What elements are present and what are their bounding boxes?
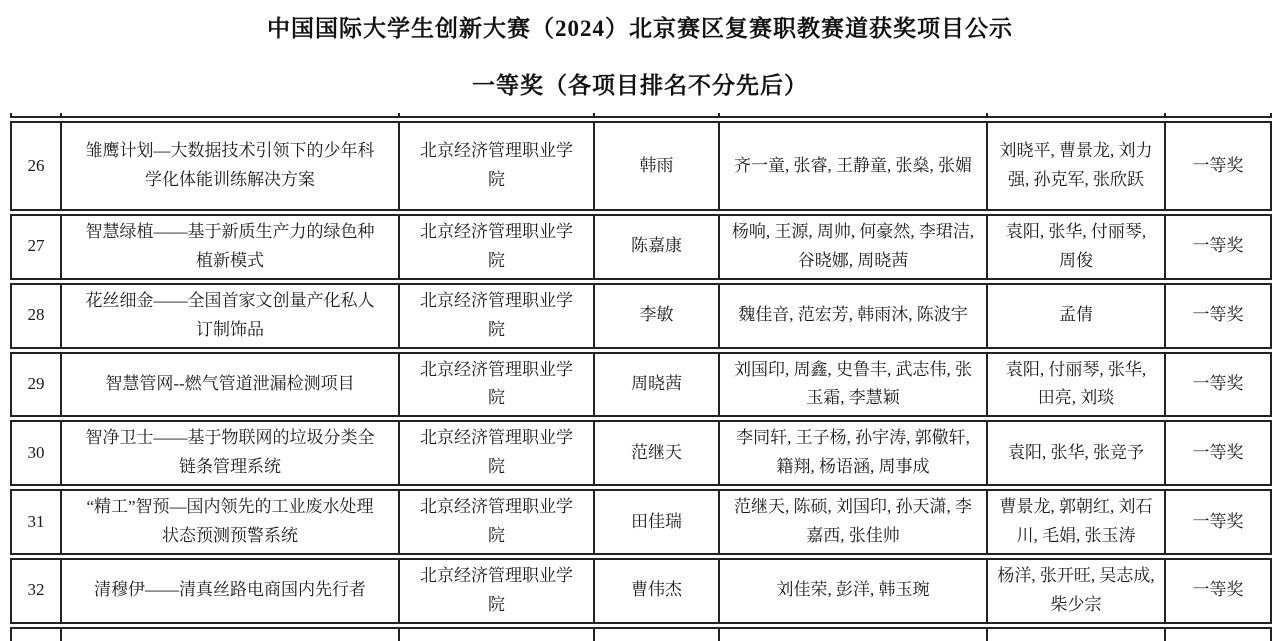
table-row: [10, 121, 1272, 211]
row-number-cell: 30: [12, 422, 62, 484]
advisors-cell: 袁阳, 张华, 张竞予: [988, 422, 1166, 484]
members-cell: [720, 629, 988, 641]
row-number-cell: 31: [12, 491, 62, 553]
row-number-cell: 28: [12, 285, 62, 347]
table-row-partial-bottom: [10, 627, 1272, 641]
members-cell: 刘佳荣, 彭洋, 韩玉琬: [720, 560, 988, 622]
award-cell: 一等奖: [1192, 374, 1244, 393]
advisors-cell: 刘晓平, 曹景龙, 刘力强, 孙克军, 张欣跃: [988, 123, 1166, 209]
leader-cell: 田佳瑞: [595, 491, 720, 553]
row-number-cell: [12, 113, 62, 116]
page-title: 中国国际大学生创新大赛（2024）北京赛区复赛职教赛道获奖项目公示: [267, 16, 1013, 41]
award-cell: 一等奖: [1192, 305, 1244, 325]
award-cell: 一等奖: [1192, 580, 1244, 600]
school-cell: 北京经济管理职业学院: [400, 285, 595, 347]
leader-cell: 韩雨: [595, 123, 720, 209]
advisors-cell: 曹景龙, 郭朝红, 刘石川, 毛娟, 张玉涛: [988, 491, 1166, 553]
row-number-cell: 26: [12, 123, 62, 209]
project-name-cell: “精工”智预—国内领先的工业废水处理状态预测预警系统: [62, 491, 400, 553]
members-cell: 范继天, 陈硕, 刘国印, 孙天潇, 李嘉西, 张佳帅: [720, 491, 988, 553]
award-level-subtitle: 一等奖（各项目排名不分先后）: [472, 73, 808, 98]
members-cell: [720, 113, 988, 116]
school-cell: [400, 113, 595, 116]
school-cell: 北京经济管理职业学院: [400, 216, 595, 278]
row-number-cell: [12, 629, 62, 641]
school-cell: 北京经济管理职业学院: [400, 123, 595, 209]
members-cell: 齐一童, 张睿, 王静童, 张燊, 张媚: [720, 123, 988, 209]
award-cell: 一等奖: [1192, 442, 1244, 462]
awards-table: [10, 113, 1272, 641]
leader-cell: 范继天: [595, 422, 720, 484]
leader-cell: 李敏: [595, 285, 720, 347]
project-name-cell: [62, 629, 400, 641]
project-name-cell: 雏鹰计划—大数据技术引领下的少年科学化体能训练解决方案: [62, 123, 400, 209]
school-cell: 北京经济管理职业学院: [400, 491, 595, 553]
project-name-cell: 智慧管网--燃气管道泄漏检测项目: [62, 354, 400, 416]
school-cell: 北京经济管理职业学院: [400, 560, 595, 622]
award-cell: [1166, 629, 1270, 641]
advisors-cell: [988, 629, 1166, 641]
project-name-cell: [62, 113, 400, 116]
row-number-cell: 27: [12, 216, 62, 278]
project-name-cell: 花丝细金——全国首家文创量产化私人订制饰品: [62, 285, 400, 347]
table-row: [10, 420, 1272, 486]
school-cell: 北京经济管理职业学院: [400, 354, 595, 416]
award-cell: 一等奖: [1192, 511, 1244, 531]
award-cell: 一等奖: [1192, 155, 1244, 175]
school-cell: 北京经济管理职业学院: [400, 422, 595, 484]
members-cell: 刘国印, 周鑫, 史鲁丰, 武志伟, 张玉霜, 李慧颖: [720, 354, 988, 416]
project-name-cell: 智慧绿植——基于新质生产力的绿色种植新模式: [62, 216, 400, 278]
award-cell: [1166, 113, 1270, 116]
table-row: [10, 214, 1272, 280]
table-row: [10, 558, 1272, 624]
leader-cell: 陈嘉康: [595, 216, 720, 278]
table-row: [10, 283, 1272, 349]
table-row: [10, 489, 1272, 555]
table-body: [10, 121, 1272, 624]
members-cell: 李同轩, 王子杨, 孙宇涛, 郭儆轩, 籍翔, 杨语涵, 周事成: [720, 422, 988, 484]
leader-cell: 曹伟杰: [595, 560, 720, 622]
advisors-cell: 杨洋, 张开旺, 吴志成, 柴少宗: [988, 560, 1166, 622]
row-number-cell: 32: [12, 560, 62, 622]
advisors-cell: [988, 113, 1166, 116]
leader-cell: 周晓茜: [595, 354, 720, 416]
advisors-cell: 孟倩: [988, 285, 1166, 347]
table-row-partial-top: [10, 113, 1272, 118]
leader-cell: [595, 629, 720, 641]
project-name-cell: 智净卫士——基于物联网的垃圾分类全链条管理系统: [62, 422, 400, 484]
row-number-cell: 29: [12, 354, 62, 416]
award-cell: 一等奖: [1192, 236, 1244, 256]
leader-cell: [595, 113, 720, 116]
members-cell: 魏佳音, 范宏芳, 韩雨沐, 陈波宇: [720, 285, 988, 347]
project-name-cell: 清穆伊——清真丝路电商国内先行者: [62, 560, 400, 622]
table-row: [10, 352, 1272, 418]
school-cell: [400, 629, 595, 641]
advisors-cell: 袁阳, 张华, 付丽琴, 周俊: [988, 216, 1166, 278]
members-cell: 杨响, 王源, 周帅, 何豪然, 李珺洁, 谷晓娜, 周晓茜: [720, 216, 988, 278]
advisors-cell: 袁阳, 付丽琴, 张华, 田亮, 刘琰: [988, 354, 1166, 416]
